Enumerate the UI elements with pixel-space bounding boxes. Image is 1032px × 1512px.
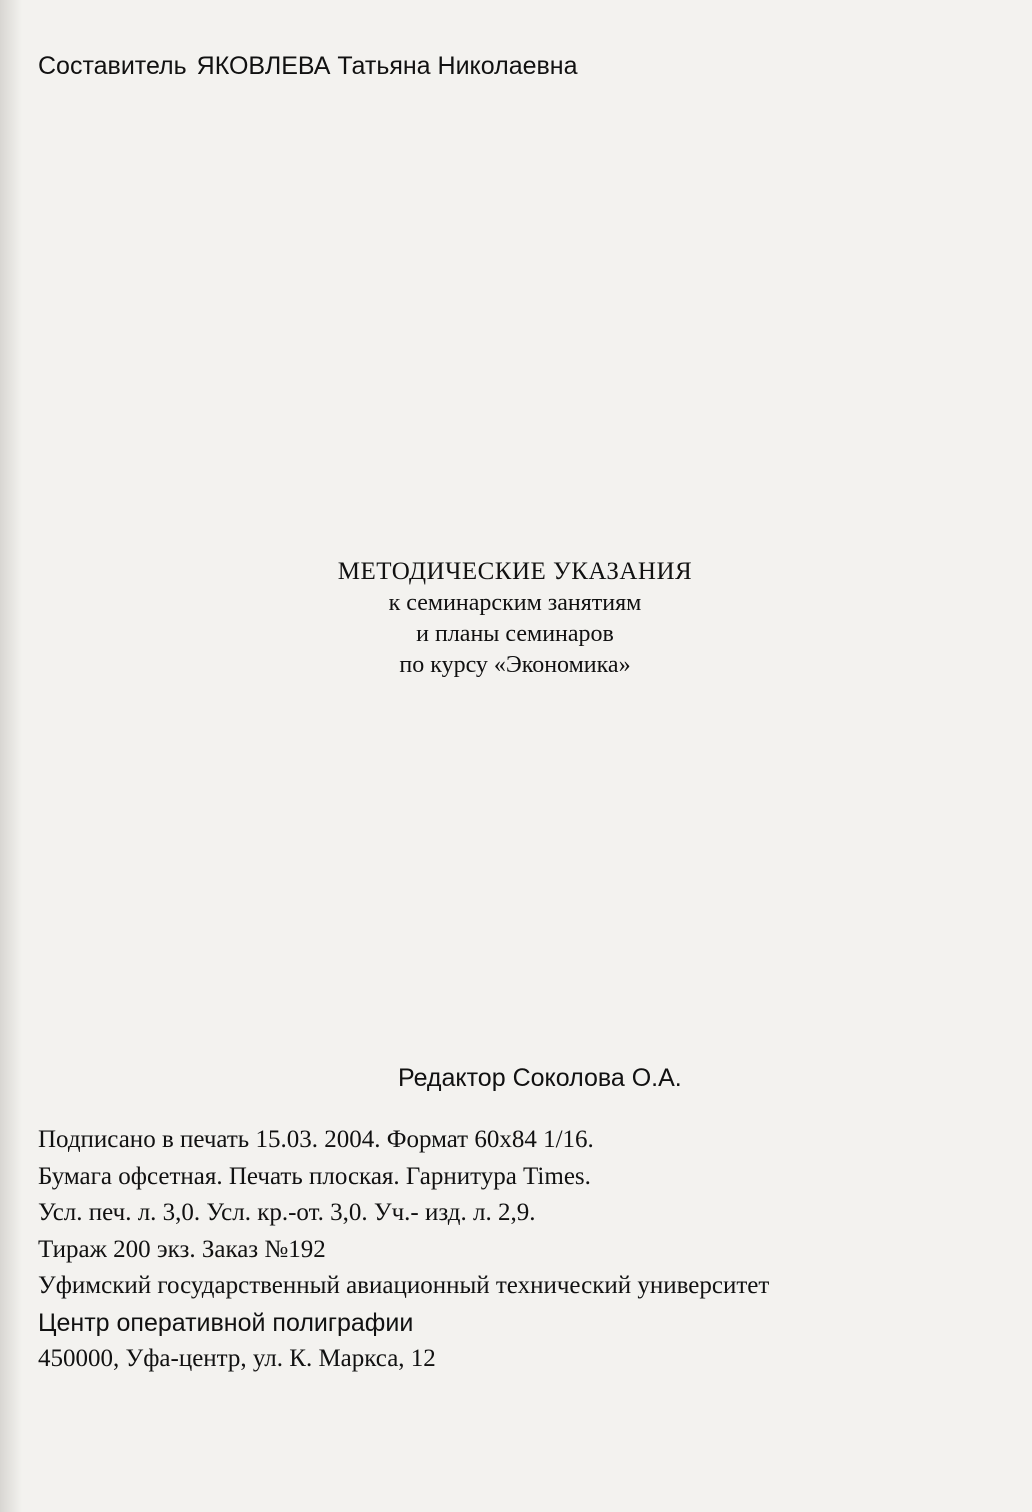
imprint-block — [38, 1122, 769, 1378]
imprint-university: Уфимский государственный авиационный технический университет — [38, 1272, 770, 1299]
imprint-signed: Подписано в печать 15.03. 2004. Формат 60х84 1/16. — [38, 1126, 594, 1153]
title-subtitle-3: по курсу «Экономика» — [399, 652, 631, 678]
document-title — [300, 555, 730, 681]
imprint-paper: Бумага офсетная. Печать плоская. Гарнитура Times. — [38, 1162, 591, 1190]
imprint-run: Тираж 200 экз. Заказ №192 — [38, 1235, 326, 1263]
page-edge-shadow — [0, 0, 22, 1512]
title-subtitle-1: к семинарским занятиям — [388, 590, 642, 616]
compiler-name: ЯКОВЛЕВА Татьяна Николаевна — [196, 52, 578, 80]
imprint-sheets: Усл. печ. л. 3,0. Усл. кр.-от. 3,0. Уч.- изд. л. 2,9. — [38, 1199, 536, 1226]
imprint-address: 450000, Уфа-центр, ул. К. Маркса, 12 — [38, 1345, 436, 1372]
compiler-line — [38, 52, 578, 81]
compiler-label: Составитель — [38, 52, 187, 80]
editor-line: Редактор Соколова О.А. — [398, 1064, 682, 1092]
imprint-center: Центр оперативной полиграфии — [38, 1308, 414, 1337]
title-subtitle-2: и планы семинаров — [416, 621, 614, 647]
title-heading: МЕТОДИЧЕСКИЕ УКАЗАНИЯ — [337, 558, 693, 585]
